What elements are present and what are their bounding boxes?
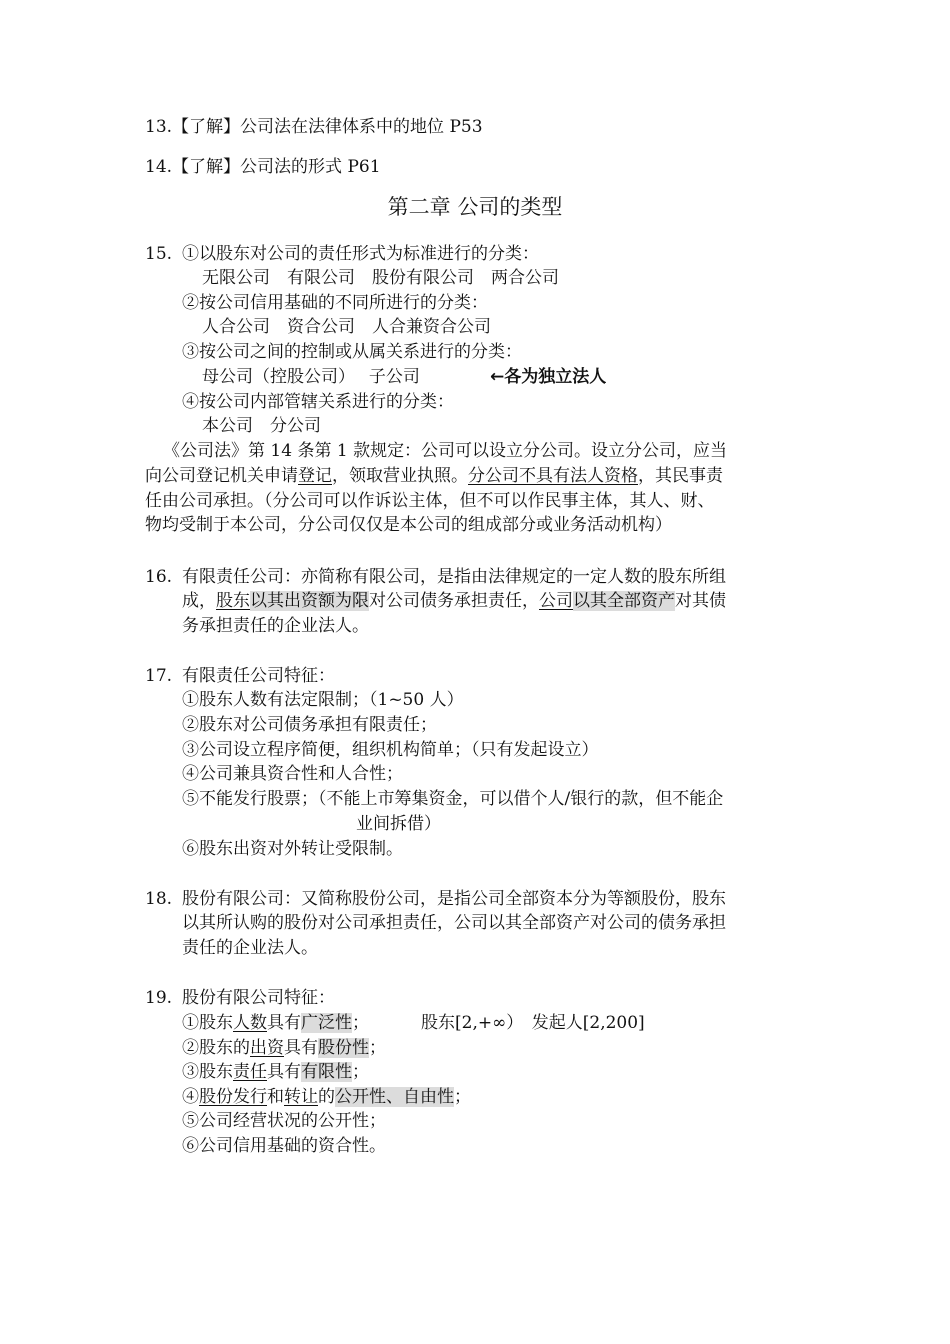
section-title: 有限责任公司特征： xyxy=(182,666,335,686)
underlined-term: 人数 xyxy=(233,1013,267,1033)
feature-6: ⑥股东出资对外转让受限制。 xyxy=(182,839,403,859)
criterion-1-types: 无限公司 有限公司 股份有限公司 两合公司 xyxy=(202,268,559,288)
highlighted-term: 股份性 xyxy=(318,1038,369,1058)
feature-4: ④股份发行和转让的公开性、自由性； xyxy=(182,1087,471,1107)
highlighted-term: 以其全部资产 xyxy=(573,591,675,611)
criterion-4: ④按公司内部管辖关系进行的分类： xyxy=(182,392,454,412)
feature-2: ②股东的出资具有股份性； xyxy=(182,1038,386,1058)
underlined-term: 转让 xyxy=(284,1087,318,1107)
highlighted-term: 公开性、自由性 xyxy=(335,1087,454,1107)
law-text-line-1: 《公司法》第 14 条第 1 款规定：公司可以设立分公司。设立分公司，应当 xyxy=(163,441,728,461)
criterion-3-types: 母公司（控股公司） 子公司 xyxy=(202,367,420,387)
independent-legal-person-note: ←各为独立法人 xyxy=(490,367,607,387)
criterion-2: ②按公司信用基础的不同所进行的分类： xyxy=(182,293,488,313)
chapter-title: 第二章 公司的类型 xyxy=(387,195,563,219)
feature-6: ⑥公司信用基础的资合性。 xyxy=(182,1136,386,1156)
item-number: 18. xyxy=(145,889,173,909)
feature-3: ③股东责任具有有限性； xyxy=(182,1062,369,1082)
underlined-term: 公司 xyxy=(539,591,573,611)
criterion-4-types: 本公司 分公司 xyxy=(202,416,321,436)
feature-1: ①股东人数具有广泛性； xyxy=(182,1013,369,1033)
feature-3: ③公司设立程序简便，组织机构简单；（只有发起设立） xyxy=(182,740,599,760)
feature-4: ④公司兼具资合性和人合性； xyxy=(182,764,403,784)
highlighted-term: 广泛性 xyxy=(301,1013,352,1033)
underlined-term: 股份发行 xyxy=(199,1087,267,1107)
feature-5: ⑤不能发行股票；（不能上市筹集资金，可以借个人/银行的款，但不能企 xyxy=(182,789,724,809)
feature-1-range: 股东[2,+∞） 发起人[2,200] xyxy=(421,1013,645,1033)
item-number: 16. xyxy=(145,567,173,587)
law-text-line-4: 物均受制于本公司，分公司仅仅是本公司的组成部分或业务活动机构） xyxy=(145,515,672,535)
underlined-term: 登记 xyxy=(298,466,332,486)
criterion-3: ③按公司之间的控制或从属关系进行的分类： xyxy=(182,342,522,362)
item-number: 19. xyxy=(145,988,173,1008)
item-number: 15. xyxy=(145,244,173,264)
item-number: 17. xyxy=(145,666,173,686)
highlighted-term: 有限性 xyxy=(301,1062,352,1082)
underlined-term: 股东 xyxy=(216,591,250,611)
feature-5-continued: 业间拆借） xyxy=(356,814,441,834)
law-text-line-2: 向公司登记机关申请登记，领取营业执照。分公司不具有法人资格，其民事责 xyxy=(145,466,723,486)
item-13: 13.【了解】公司法在法律体系中的地位 P53 xyxy=(145,117,483,137)
underlined-term: 分公司不具有法人资格 xyxy=(468,466,638,486)
feature-1: ①股东人数有法定限制；（1~50 人） xyxy=(182,690,464,710)
feature-5: ⑤公司经营状况的公开性； xyxy=(182,1111,386,1131)
definition-line-3: 务承担责任的企业法人。 xyxy=(182,616,369,636)
underlined-term: 责任 xyxy=(233,1062,267,1082)
feature-2: ②股东对公司债务承担有限责任； xyxy=(182,715,437,735)
law-text-line-3: 任由公司承担。（分公司可以作诉讼主体，但不可以作民事主体，其人、财、 xyxy=(145,491,715,511)
definition-line-3: 责任的企业法人。 xyxy=(182,938,318,958)
section-title: 股份有限公司特征： xyxy=(182,988,335,1008)
definition-line-1: 有限责任公司：亦简称有限公司，是指由法律规定的一定人数的股东所组 xyxy=(182,567,726,587)
definition-line-2: 以其所认购的股份对公司承担责任，公司以其全部资产对公司的债务承担 xyxy=(182,913,726,933)
criterion-2-types: 人合公司 资合公司 人合兼资合公司 xyxy=(202,317,491,337)
highlighted-term: 以其出资额为限 xyxy=(250,591,369,611)
item-14: 14.【了解】公司法的形式 P61 xyxy=(145,157,381,177)
definition-line-1: 股份有限公司：又简称股份公司，是指公司全部资本分为等额股份，股东 xyxy=(182,889,726,909)
underlined-term: 出资 xyxy=(250,1038,284,1058)
definition-line-2: 成，股东以其出资额为限对公司债务承担责任，公司以其全部资产对其债 xyxy=(182,591,726,611)
criterion-1: ①以股东对公司的责任形式为标准进行的分类： xyxy=(182,244,539,264)
